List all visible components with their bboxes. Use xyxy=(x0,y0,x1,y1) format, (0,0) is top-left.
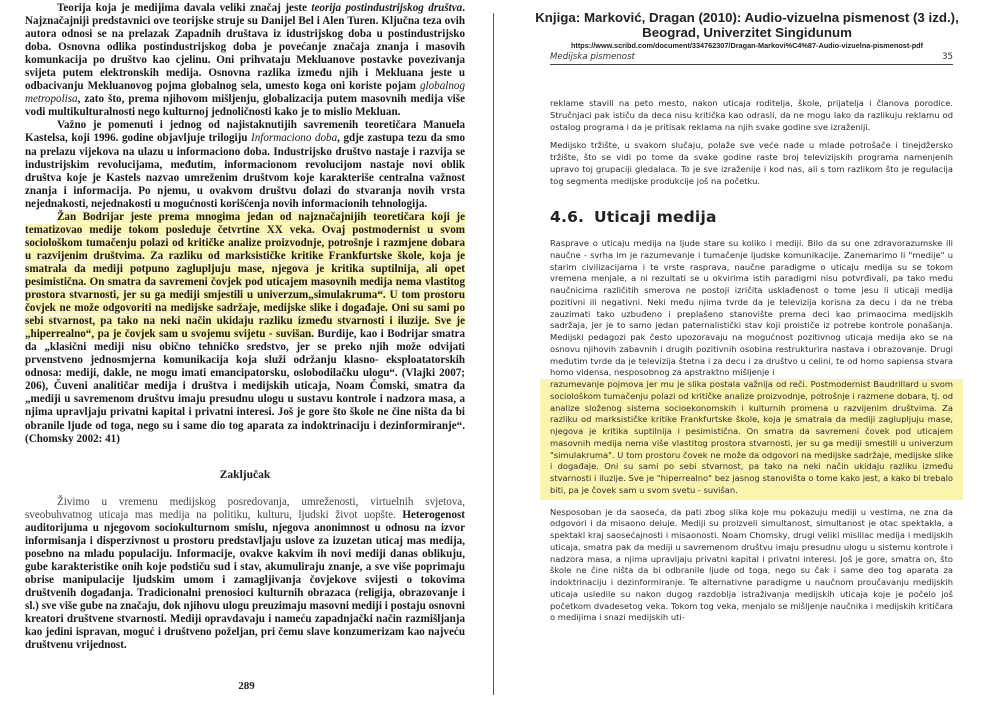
text: , gdje zastupa tezu da smo na prelazu vijekova na ulazu u informaciono doba. Industrijsko društvo nastaje i razvija se industrijskim revolucijama, međutim, informacionom revolucijom nastaje novi oblik društva koje je Kastels nazvao umreženim društvom koje karakteriše centralna važnost znanja i informacija. Po njemu, u ovakvom društvu dolazi do stvaranja novih vrsta nejednakosti, nejednakosti u mogućnosti korišćenja novih informacionih tehnologija. xyxy=(25,132,465,210)
source-citation xyxy=(494,10,1000,51)
right-paragraph-1: reklame stavili na peto mesto, nakon uticaja roditelja, škole, prijatelja i članova porodice. Stručnjaci pak ističu da deca nisu kritička kao odrasli, da ne mogu lako da razlikuju reklamu od ostalog programa i da je pritisak reklama na njih svake godine sve izraženiji. xyxy=(550,98,953,132)
highlighted-paragraph: razumevanje pojmova jer mu je slika postala važnija od reči. Postmodernist Baudrillard u svom sociološkom tumačenju polazi od kritičke analize proizvodnje, potrošnje i razmene dobara, tj. od analize složenog sistema socioekonomskih i kulturnih promena u razvijenim društvima. Za razliku od marksističke kritike Frankfurtske škole, koja je smatrala da mediji zaglupljuju mase, njegova je kritika suptilnija i pesimistična. On smatra da savremeni čovek pod uticajem masovnih medija nema više vlastitog prostora stvarnosti, jer su ga mediji smestili u univerzum "simulakruma". U tom prostoru čovek ne može da odgovori na medijske sadržaje, medijske slike i događaje. Oni su sami po sebi stvarnost, pa tako na neki način ukidaju razliku između stvarnosti i iluzije. Sve je "hiperrealno" bez jasnog stanovišta o tome kako jest, a kako bi trebalo biti, pa je čovek sam u svom svetu - suvišan. xyxy=(540,379,963,500)
left-paragraph-2 xyxy=(25,119,465,210)
text: , zato što, prema njihovom mišljenju, globalizacija putem masovnih medija više vodi multikulturalnosti nego kulturnoj jednoličnosti kako je to mislio Mekluan. xyxy=(25,93,465,119)
left-paragraph-4 xyxy=(25,496,465,653)
italic-term: globalnog metropolisa xyxy=(25,80,465,106)
running-header xyxy=(550,52,953,65)
right-paragraph-5: Nesposoban je da saoseća, da pati zbog slika koje mu pokazuju mediji u vestima, ne zna da odgovori i da misaono deluje. Mediji su proizveli simultanost, simultanost je otac spektakla, a spektakl kraj saosećajnosti i misaonosti. Noam Chomsky, drugi veliki mislilac medija i medijskih uticaja, smatra pak da mediji u savremenom društvu imaju presudnu ulogu u sistemu kontrole i nadzora masa, a njima upravljaju privatni kapital i privatni interesi. Još je gore, smatra on, što škole ne čine ništa da bi odbranile ljude od toga, nego su čak i same deo tog aparata za indoktrinaciju i dezinformiranje. Te alternativne paradigme u naučnom proučavanju medijskih uticaja usledile su nakon dugog razdoblja istraživanja medijskih uticaja koje je počelo još početkom dvadesetog veka. Tokom tog veka, menjalo se mišljenje naučnika i medijskih kritičara o medijima i snazi medijskih uti- xyxy=(550,506,953,623)
text: Burdije, kao i Bodrijar smatra da „klasični mediji nisu obično tehničko sredstvo, jer se preko njih može odvijati prvenstveno jednosmjerna komunikacija koja služi održanju klasno- eksploatatorskih odnosa: mediji, dakle, ne mogu imati emancipatorsku, oslobodilačku ulogu“. (Vlajki 2007; 206), Čuveni analitičar medija i društva i medijskih uticaja, Noam Čomski, smatra da „mediji u savremenom društvu imaju presudnu ulogu u sustavu kontrole i nadzora masa, a njima upravljaju privatni kapital i privatni interesi. Još je gore što škole ne čine ništa da bi obranile ljude od toga, nego su i same dio tog aparata za indoktrinaciju i dezinformiranje“. (Chomsky 2002: 41) xyxy=(25,328,465,445)
right-page xyxy=(494,0,1000,706)
running-header-title: Medijska pismenost xyxy=(550,52,635,62)
source-url: https://www.scribd.com/document/334762307/Dragan-Markovi%C4%87-Audio-vizuelna-pismenost-pdf xyxy=(570,41,924,50)
citation-line-2: Beograd, Univerzitet Singidunum xyxy=(642,25,852,40)
citation-line-1: Knjiga: Marković, Dragan (2010): Audio-vizuelna pismenost (3 izd.), xyxy=(535,10,959,25)
text: Teorija koja je medijima davala veliki značaj jeste xyxy=(57,2,312,14)
section-number: 4.6. xyxy=(550,208,585,227)
left-page xyxy=(0,0,493,706)
text: Heterogenost auditorijuma u njegovom sociokulturnom smislu, njegova anonimnost u odnosu na izvor informisanja i disperzivnost u prostoru predstavljaju uslove za izuzetan uticaj mas medija, posebno na mladu populaciju. Informacije, ovakve kakvim ih novi mediji danas oblikuju, gube karakteristike onih koje podstiču sud i stav, akumuliraju znanje, a sve više poprimaju obrise manipulacije ljudskim umom i zamagljivanja čovjekove svijesti o tokovima društvenih događanja. Tradicionalni prenosioci kulturnih obrazaca (religija, obrazovanje i sl.) sve više gube na značaju, dok njihovu ulogu preuzimaju masovni mediji i postaju osnovni kreatori društvene stvarnosti. Mediji opravdavaju i nameću zapadnjački način razmišljanja kao jedini ispravan, moguć i društveno poželjan, pri čemu slave konzumerizam kao najveću društvenu vrijednost. xyxy=(25,508,465,652)
left-page-number: 289 xyxy=(238,680,255,692)
right-page-number: 35 xyxy=(942,52,953,62)
left-paragraph-1 xyxy=(25,2,465,119)
right-page-body xyxy=(550,98,953,631)
left-page-body xyxy=(25,2,465,652)
right-paragraph-2: Medijsko tržište, u svakom slučaju, polaže sve veće nade u mlade potrošače i tinejdžersko tržište, što se vidi po tome da svake godine raste broj televizijskih programa namenjenih upravo toj grupaciji gledalaca. To je sve izraženije i kod nas, ali s tom razlikom što je regulacija tog segmenta medijske produkcije još na početku. xyxy=(550,140,953,186)
section-heading xyxy=(550,208,953,227)
section-heading-conclusion: Zaključak xyxy=(219,468,271,481)
text: . Najznačajniji predstavnici ove teorijske struje su Danijel Bel i Alen Turen. Ključna teza ovih autora odnosi se na prelazak Zapadnih društava iz idustrijskog doba u postindustrijsko doba. Osnovna odlika postindustrijskog doba je povećanje značaja znanja i masovih komunkacija po društvo kao cjelinu. Oni prihvataju Mekluanove postavke povezivanja svijeta putem elektronskih medija. Osnovna razlika između njih i Mekluana jeste u odbacivanju Mekluanovog pojma globalnog sela, umesto koga oni koriste pojam xyxy=(25,2,465,93)
italic-term: teorija postindustrijskog društva xyxy=(311,2,463,14)
highlighted-text: Žan Bodrijar jeste prema mnogima jedan od najznačajnijih teoretičara koji je tematizovao medije tokom posleduje četvrtine XX veka. Ovaj postmodernist u svom sociološkom tumačenju polazi od kritičke analize proizvodnje, potrošnje i razmjene dobara u razvijenim društvima. Za razliku od marksističke kritike Frankfurtske škole, koja je smatrala da mediji potpuno zaglupljuju mase, njegova je kritika suptilnija, ali opet pesimistična. On smatra da savremeni čovjek pod uticajem masovnih medija nema vlastitog prostora stvarnosti, jer su ga mediji smjestili u univerzum„simulakruma“. U tom prostoru čovjek ne može odgovoriti na medijske sadržaje, medijske slike i događaje. Oni su sami po sebi stvarnost, pa tako na neki način ukidaju razliku između stvarnosti i iluzije. Sve je „hiperrealno“, pa je čovjek sam u svojemu svijetu - suvišan. xyxy=(25,210,465,341)
text: Živimo u vremenu medijskog posredovanja, umreženosti, virtuelnih svjetova, sveobuhvatnog uticaja mas medija na politiku, kulturu, ljudski život uopšte. xyxy=(25,495,465,521)
left-paragraph-3 xyxy=(25,211,465,446)
section-title: Uticaji medija xyxy=(594,208,717,227)
italic-term: Informaciono doba xyxy=(251,132,338,145)
text: Važno je pomenuti i jednog od najistaknutijih savremenih teoretičara Manuela Kastelsa, koji 1996. godine objavljuje trilogiju xyxy=(25,119,465,145)
right-paragraph-3: Rasprave o uticaju medija na ljude stare su koliko i mediji. Bilo da su one zdravorazumske ili naučne - svrha im je razumevanje i tumačenje ljudske komunikacije. Zanemarimo li "medije" u starim civilizacijama i te vrste rasprava, naučne paradigme o uticaju medija su se tokom vremena menjale, a ni rezultati se u okvirima istih paradigmi nisu potvrđivali, pa tako među naučnicima različitih smerova ne postoji izričita usklađenost o tome jesu li uticaji medija pozitivni ili negativni. Neki među njima tvrde da je televizija korisna za decu i da ne treba zauzimati tako uzbuđeno i preplašeno stanovište prema deci kao primaocima medijskih sadržaja, jer je to samo jedan paternalistički stav koji proističe iz potrebe kontrole ponašanja. Medijski pedagozi pak često upozoravaju na mogućnost pozitivnog uticaja medija ako se na osnovu njihovih zabavnih i drugih pozitivnih osobina restrukturira nastava i obrazovanje. Drugi međutim tvrde da je televizija štetna i za decu i za društvo u celini, te od homo sapiensa stvara homo vidensa, nesposobnog za apstraktno mišljenje i xyxy=(550,238,953,378)
